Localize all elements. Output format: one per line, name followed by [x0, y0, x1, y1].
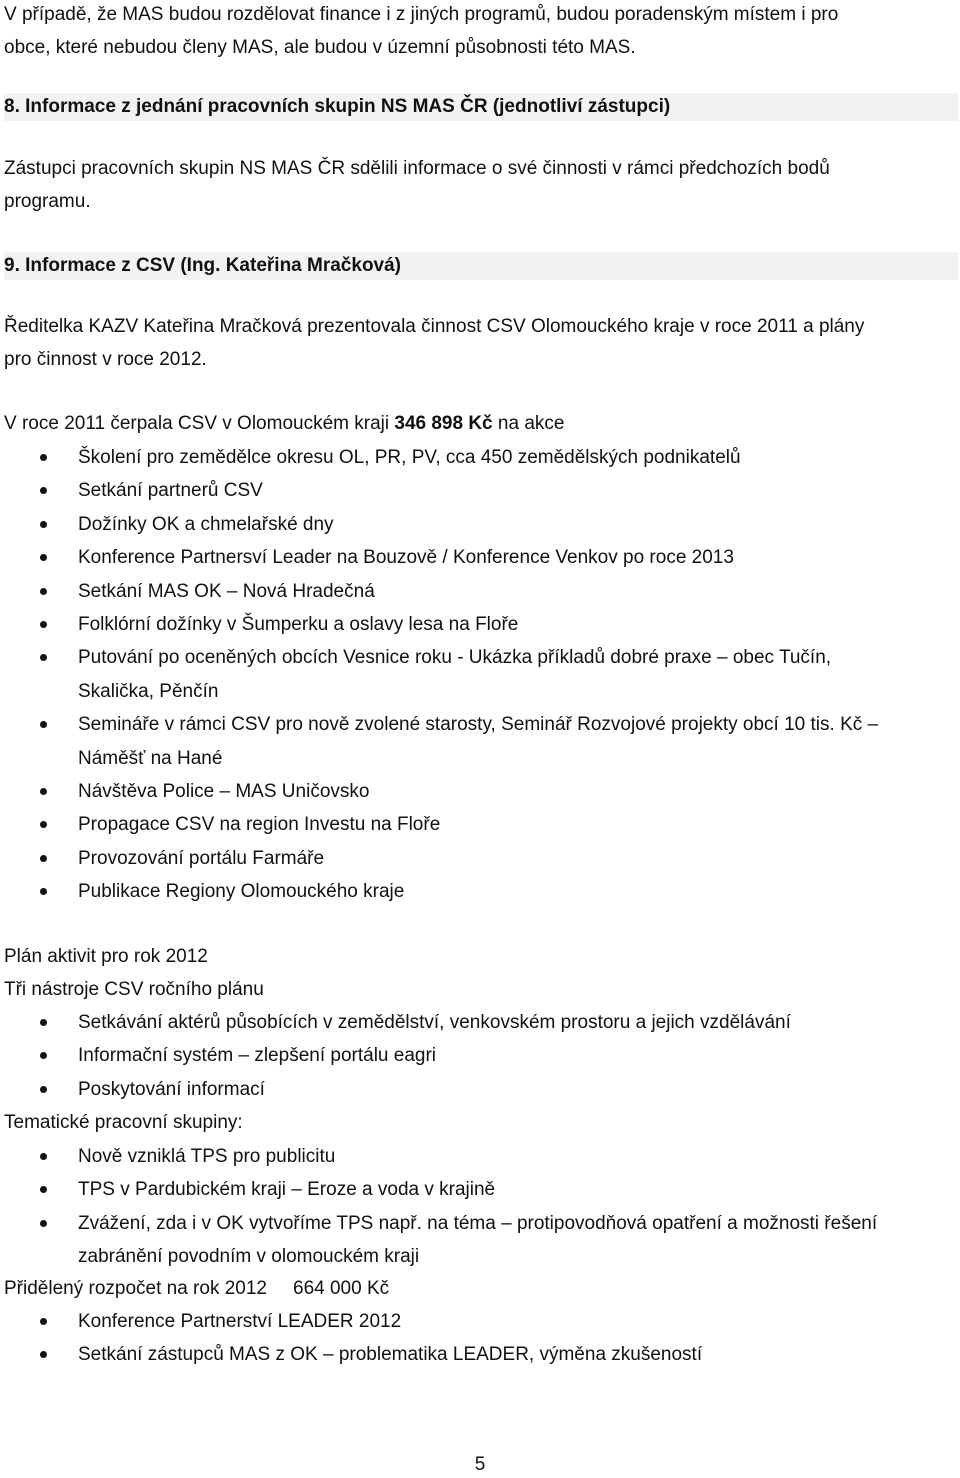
list-item: Konference Partnersví Leader na Bouzově / Konference Venkov po roce 2013 [0, 541, 960, 574]
tools-title: Tři nástroje CSV ročního plánu [4, 979, 264, 1000]
plan-title: Plán aktivit pro rok 2012 [4, 946, 208, 967]
list-item-line: Skalička, Pěnčín [78, 680, 219, 702]
section-8-text-line-2: programu. [4, 191, 91, 212]
list-item [0, 1207, 960, 1274]
list-item: Setkání MAS OK – Nová Hradečná [0, 575, 960, 608]
list-item-line: Semináře v rámci CSV pro nově zvolené starosty, Seminář Rozvojové projekty obcí 10 tis. Kč – [78, 714, 879, 736]
tools-list [0, 1006, 960, 1106]
intro-line-2: obce, které nebudou členy MAS, ale budou v územní působnosti této MAS. [4, 37, 636, 58]
section-9-heading: 9. Informace z CSV (Ing. Kateřina Mračková) [4, 252, 958, 280]
list-item: Setkání zástupců MAS z OK – problematika LEADER, výměna zkušeností [0, 1338, 960, 1371]
section-8-heading: 8. Informace z jednání pracovních skupin NS MAS ČR (jednotliví zástupci) [4, 93, 958, 121]
section-9-text-line-1: Ředitelka KAZV Kateřina Mračková prezentovala činnost CSV Olomouckého kraje v roce 2011 a plány [4, 316, 865, 337]
list-item: Školení pro zemědělce okresu OL, PR, PV, cca 450 zemědělských podnikatelů [0, 441, 960, 474]
spending-prefix: V roce 2011 čerpala CSV v Olomouckém kraji [4, 413, 395, 434]
list-item: Konference Partnerství LEADER 2012 [0, 1305, 960, 1338]
list-item: Setkání partnerů CSV [0, 474, 960, 507]
section-9-text-line-2: pro činnost v roce 2012. [4, 349, 207, 370]
list-item [0, 708, 960, 775]
list-item: Propagace CSV na region Investu na Floře [0, 808, 960, 841]
page-number: 5 [474, 1454, 486, 1475]
list-item: Folklórní dožínky v Šumperku a oslavy lesa na Floře [0, 608, 960, 641]
budget-label: Přidělený rozpočet na rok 2012 [4, 1278, 267, 1299]
list-item: Setkávání aktérů působících v zemědělství, venkovském prostoru a jejich vzdělávání [0, 1006, 960, 1039]
list-item-line: Putování po oceněných obcích Vesnice roku - Ukázka příkladů dobré praxe – obec Tučín, [78, 647, 832, 669]
list-item: Nově vzniklá TPS pro publicitu [0, 1140, 960, 1173]
list-item: Provozování portálu Farmáře [0, 842, 960, 875]
list-item-line: zabránění povodním v olomouckém kraji [78, 1246, 420, 1268]
list-item: Poskytování informací [0, 1073, 960, 1106]
spending-amount: 346 898 Kč [394, 413, 493, 434]
budget-list [0, 1305, 960, 1372]
list-item-line: Zvážení, zda i v OK vytvoříme TPS např. na téma – protipovodňová opatření a možnosti řešení [78, 1212, 878, 1234]
intro-line-1: V případě, že MAS budou rozdělovat finance i z jiných programů, budou poradenským místem i pro [4, 4, 839, 25]
list-item: Dožínky OK a chmelařské dny [0, 508, 960, 541]
groups-list [0, 1140, 960, 1274]
list-item-line: Náměšť na Hané [78, 747, 223, 769]
spending-line [4, 407, 954, 440]
budget-amount: 664 000 Kč [293, 1278, 390, 1299]
actions-list [0, 441, 960, 909]
list-item: Návštěva Police – MAS Uničovsko [0, 775, 960, 808]
list-item: Informační systém – zlepšení portálu eagri [0, 1039, 960, 1072]
section-8-text-line-1: Zástupci pracovních skupin NS MAS ČR sdělili informace o své činnosti v rámci předchozích bodů [4, 158, 830, 179]
list-item: TPS v Pardubickém kraji – Eroze a voda v krajině [0, 1173, 960, 1206]
budget-line [4, 1272, 954, 1305]
list-item: Publikace Regiony Olomouckého kraje [0, 875, 960, 908]
spending-suffix: na akce [492, 413, 565, 434]
list-item [0, 641, 960, 708]
groups-title: Tematické pracovní skupiny: [4, 1112, 243, 1133]
